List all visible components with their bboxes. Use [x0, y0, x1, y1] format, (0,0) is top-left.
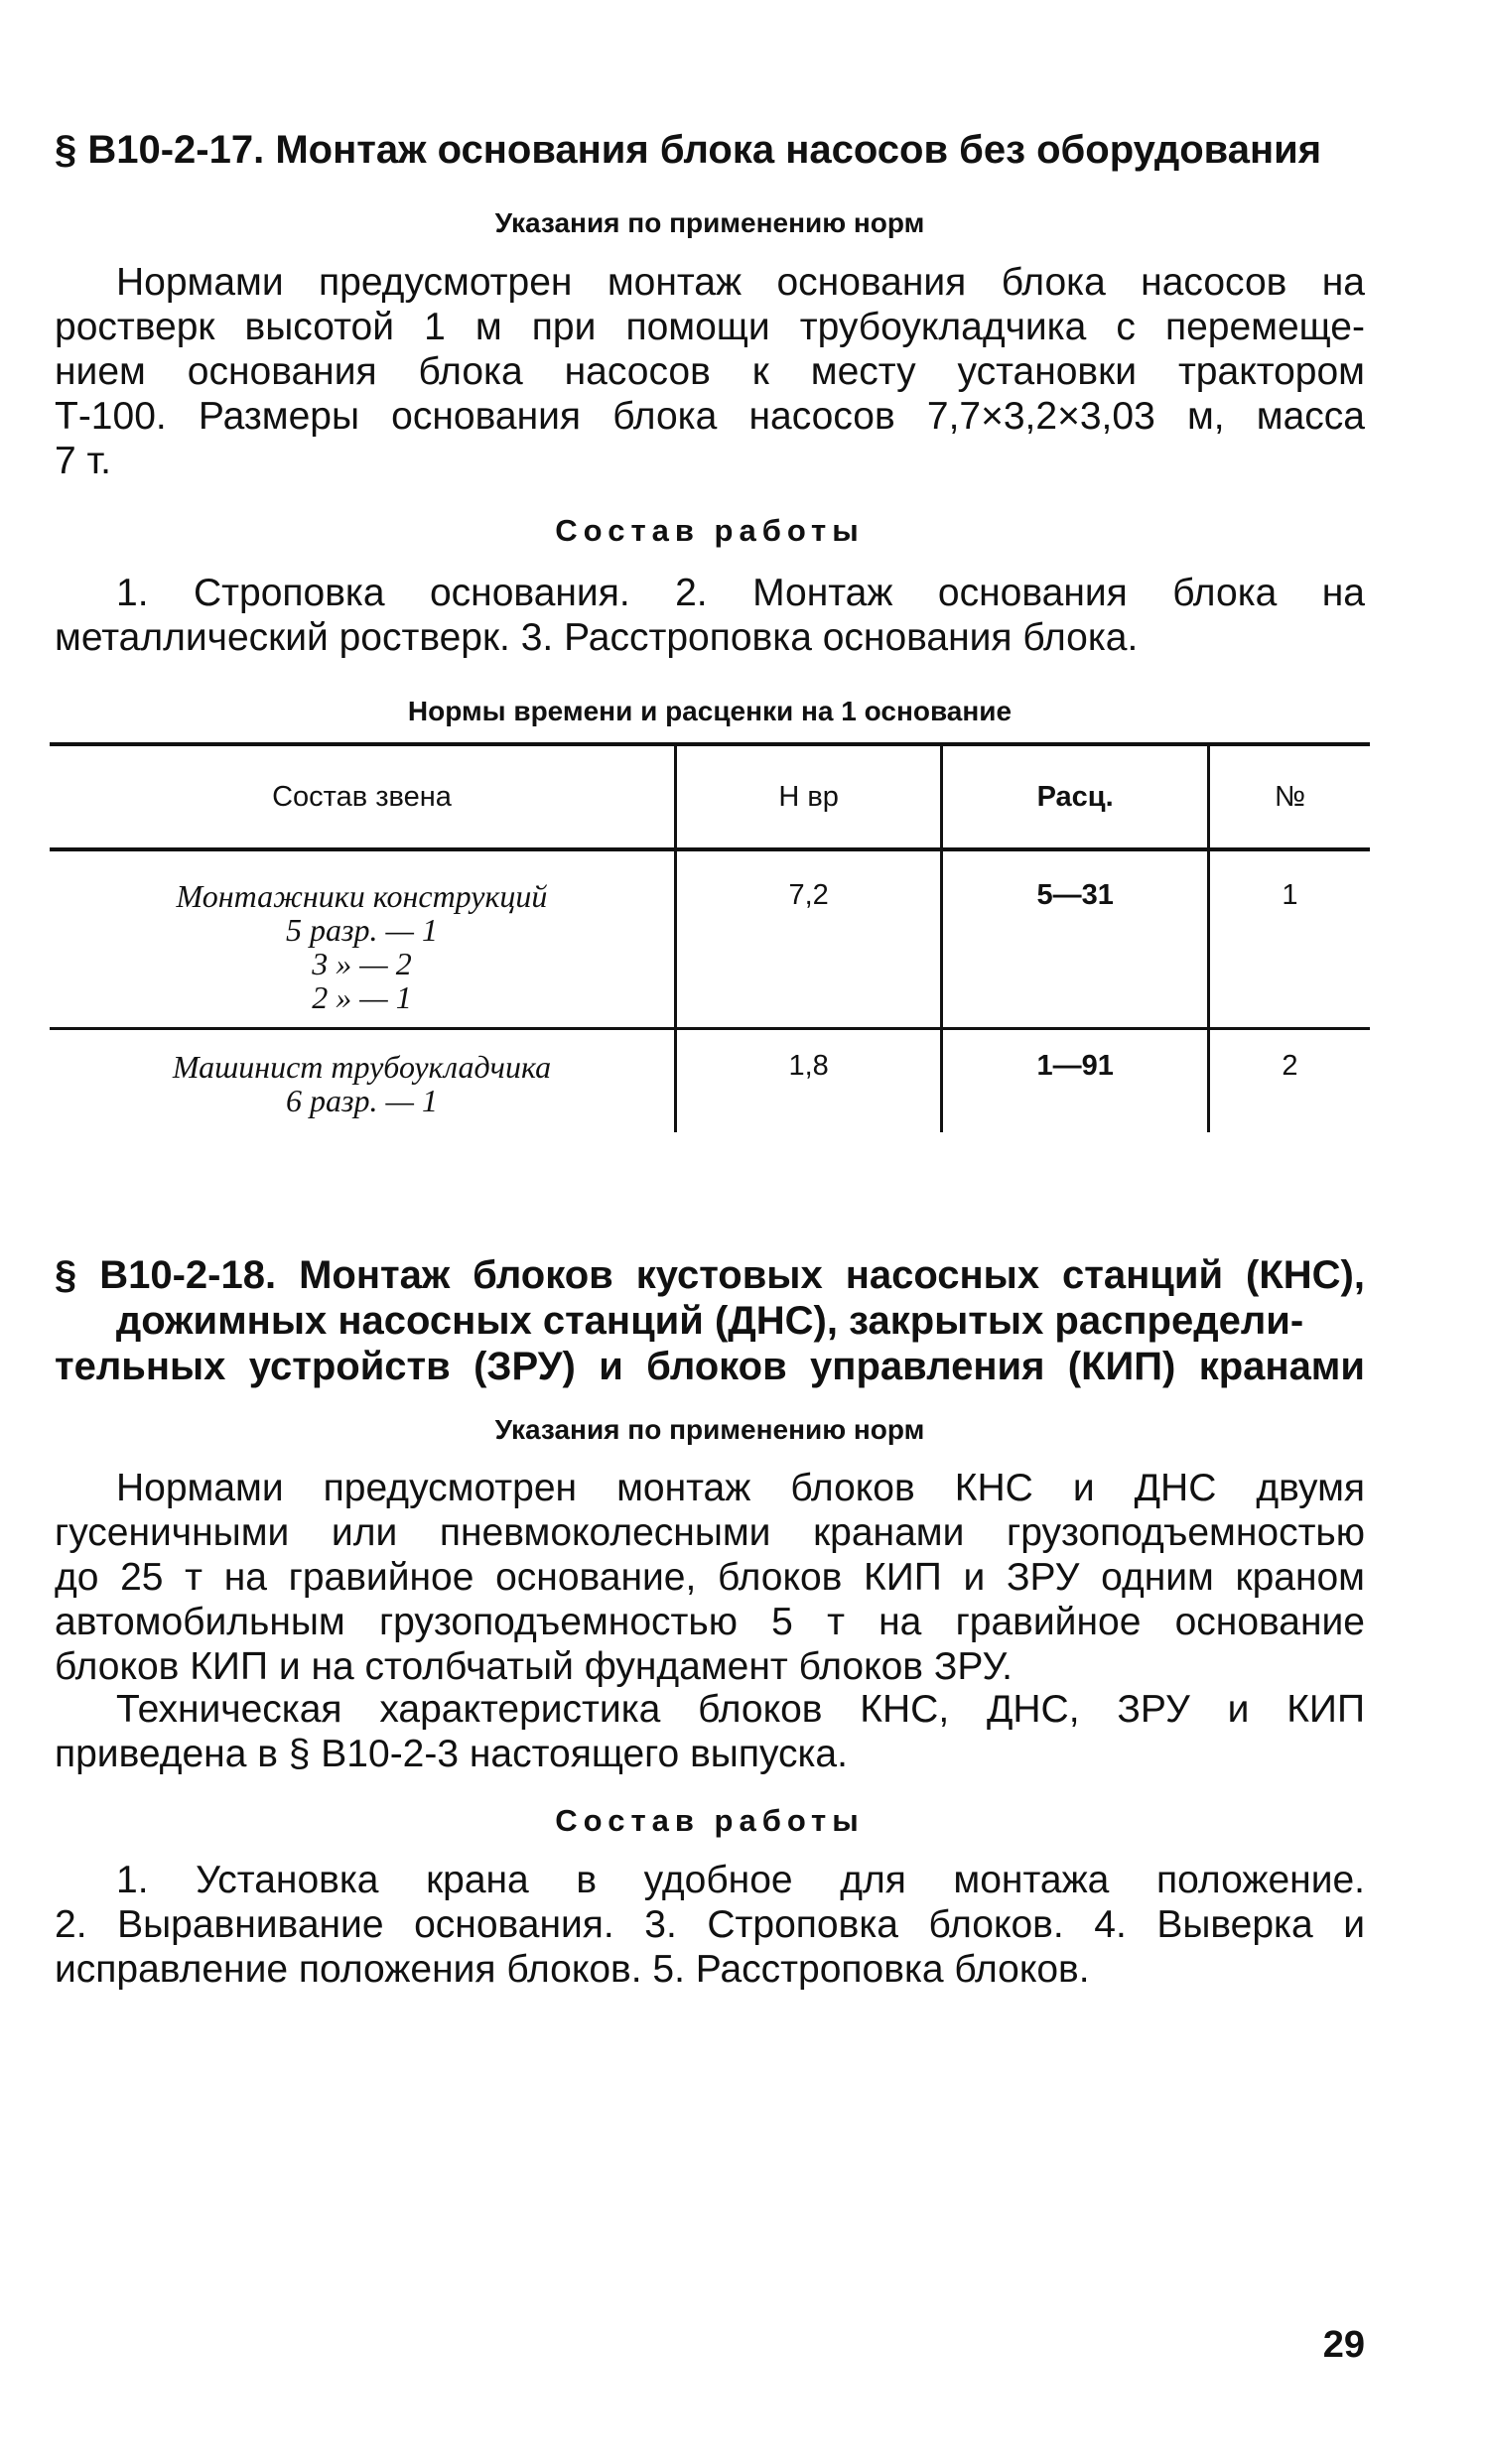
text-line: приведена в § В10-2-3 настоящего выпуска. — [55, 1733, 848, 1775]
section1-instructions-paragraph — [55, 260, 1365, 483]
section2-tech-paragraph — [55, 1687, 1365, 1776]
text-line: Нормами предусмотрен монтаж блоков КНС и ДНС двумя — [116, 1467, 1365, 1509]
number-cell: 2 — [1208, 1029, 1370, 1133]
header-number: № — [1208, 744, 1370, 849]
text-line: Техническая характеристика блоков КНС, ДНС, ЗРУ и КИП — [116, 1688, 1365, 1731]
section2-work-paragraph — [55, 1858, 1365, 1992]
crew-line: 3 » — 2 — [312, 946, 412, 981]
table-header-row — [50, 744, 1370, 849]
title-line: § В10-2-18. Монтаж блоков кустовых насосных станций (КНС), — [55, 1253, 1365, 1297]
section2-instructions-heading: Указания по применению норм — [494, 1414, 925, 1445]
number-cell: 1 — [1208, 849, 1370, 1029]
section1-title: § В10-2-17. Монтаж основания блока насосов без оборудования — [55, 128, 1322, 172]
crew-line: Монтажники конструкций — [176, 878, 548, 914]
header-crew: Состав звена — [50, 744, 675, 849]
crew-line: 2 » — 1 — [312, 979, 412, 1015]
section1-work-paragraph — [55, 571, 1365, 660]
table-caption: Нормы времени и расценки на 1 основание — [407, 696, 1013, 726]
page-number: 29 — [1322, 2324, 1365, 2366]
text-line: исправление положения блоков. 5. Расстроповка блоков. — [55, 1948, 1090, 1991]
crew-cell — [50, 849, 675, 1029]
norms-table — [50, 742, 1370, 1132]
text-line: Т-100. Размеры основания блока насосов 7,7×3,2×3,03 м, масса — [55, 395, 1365, 438]
section1-instructions-heading: Указания по применению норм — [494, 207, 925, 238]
rate-cell: 1—91 — [942, 1029, 1209, 1133]
title-line: дожимных насосных станций (ДНС), закрытых распредели- — [115, 1299, 1304, 1343]
crew-line: 6 разр. — 1 — [286, 1083, 438, 1118]
text-line: 1. Установка крана в удобное для монтажа положение. — [116, 1859, 1365, 1901]
text-line: Нормами предусмотрен монтаж основания блока насосов на — [116, 261, 1365, 304]
text-line: 7 т. — [55, 440, 111, 482]
text-line: гусеничными или пневмоколесными кранами грузоподъемностью — [55, 1511, 1365, 1554]
text-line: 2. Выравнивание основания. 3. Строповка блоков. 4. Выверка и — [55, 1903, 1365, 1946]
table-row — [50, 1029, 1370, 1133]
crew-cell — [50, 1029, 675, 1133]
section1-work-heading: Состав работы — [555, 513, 865, 548]
crew-line: 5 разр. — 1 — [286, 912, 438, 948]
header-time: Н вр — [675, 744, 941, 849]
time-cell: 7,2 — [675, 849, 941, 1029]
text-line: металлический ростверк. 3. Расстроповка основания блока. — [55, 616, 1139, 659]
rate-cell: 5—31 — [942, 849, 1209, 1029]
text-line: автомобильным грузоподъемностью 5 т на гравийное основание — [55, 1601, 1365, 1643]
text-line: ростверк высотой 1 м при помощи трубоукладчика с перемеще- — [55, 306, 1365, 348]
header-rate: Расц. — [942, 744, 1209, 849]
title-line: тельных устройств (ЗРУ) и блоков управления (КИП) кранами — [55, 1345, 1365, 1388]
section2-instructions-paragraph — [55, 1466, 1365, 1689]
section2-title — [55, 1252, 1365, 1389]
text-line: до 25 т на гравийное основание, блоков КИП и ЗРУ одним краном — [55, 1556, 1365, 1599]
section2-work-heading: Состав работы — [555, 1803, 865, 1838]
text-line: 1. Строповка основания. 2. Монтаж основания блока на — [116, 572, 1365, 614]
table-row — [50, 849, 1370, 1029]
time-cell: 1,8 — [675, 1029, 941, 1133]
crew-line: Машинист трубоукладчика — [172, 1049, 552, 1085]
text-line: нием основания блока насосов к месту установки трактором — [55, 350, 1365, 393]
text-line: блоков КИП и на столбчатый фундамент блоков ЗРУ. — [55, 1645, 1013, 1688]
